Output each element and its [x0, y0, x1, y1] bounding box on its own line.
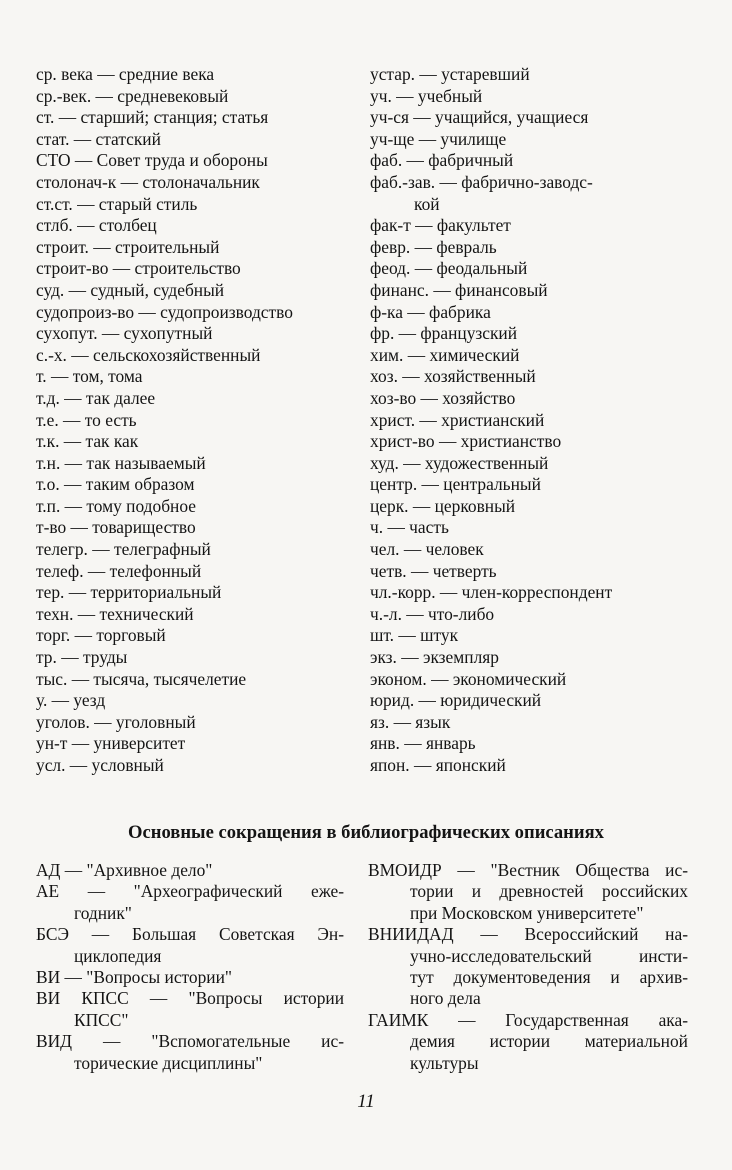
bibliography-line: БСЭ — Большая Советская Эн- [36, 924, 344, 945]
abbreviation-entry: тыс. — тысяча, тысячелетие [36, 668, 247, 689]
bibliography-line: циклопедия [74, 945, 162, 966]
abbreviation-entry: уч-ще — училище [370, 128, 507, 149]
abbreviation-entry: СТО — Совет труда и обороны [36, 150, 268, 171]
abbreviation-entry: усл. — условный [36, 755, 164, 775]
bibliography-line: ВИ КПСС — "Вопросы истории [36, 988, 344, 1009]
abbreviation-entry: уголов. — уголовный [36, 711, 196, 732]
abbreviation-entry: чел. — человек [370, 539, 484, 560]
abbreviation-entry: т.к. — так как [36, 431, 139, 452]
abbreviation-entry: ср. века — средние века [36, 64, 215, 84]
abbreviation-entry: уч-ся — учащийся, учащиеся [370, 107, 589, 128]
abbreviation-entry: строит-во — строительство [36, 258, 241, 279]
abbreviation-entry: тр. — труды [36, 647, 128, 668]
bibliography-line: демия истории материальной [410, 1031, 688, 1052]
abbreviation-entry: сухопут. — сухопутный [36, 323, 213, 344]
abbreviation-entry: ср.-век. — средневековый [36, 85, 229, 106]
abbreviation-entry: строит. — строительный [36, 236, 220, 257]
abbreviation-entry: т.о. — таким образом [36, 474, 195, 495]
abbreviation-entry: стат. — статский [36, 128, 161, 149]
abbreviation-entry: техн. — технический [36, 603, 194, 624]
abbreviation-entry: у. — уезд [36, 690, 106, 711]
bibliography-line: АЕ — "Археографический еже- [36, 881, 344, 902]
abbreviation-entry: судопроиз-во — судопроизводство [36, 301, 293, 322]
abbreviation-entry: устар. — устаревший [370, 64, 530, 84]
abbreviation-entry: хоз-во — хозяйство [370, 387, 516, 408]
bibliography-line: ВИД — "Вспомогательные ис- [36, 1031, 344, 1052]
abbreviation-list-right [370, 64, 690, 777]
bibliography-line: АД — "Архивное дело" [36, 860, 213, 880]
abbreviation-entry: ф-ка — фабрика [370, 301, 491, 322]
abbreviation-entry: т. — том, тома [36, 366, 143, 387]
bibliography-line: тории и древностей российских [410, 881, 688, 902]
bibliography-entry [36, 1031, 344, 1074]
abbreviation-entry: т-во — товарищество [36, 517, 196, 538]
bibliography-line: ного дела [410, 988, 481, 1009]
abbreviation-entry: центр. — центральный [370, 474, 541, 495]
abbreviation-entry: т.д. — так далее [36, 387, 156, 408]
bibliography-entry [36, 988, 344, 1031]
bibliography-line: ВИ — "Вопросы истории" [36, 967, 233, 988]
abbreviation-entry: ст.ст. — старый стиль [36, 193, 198, 214]
abbreviation-entry: христ-во — христианство [370, 431, 562, 452]
abbreviation-entry: хоз. — хозяйственный [370, 366, 536, 387]
abbreviation-entry: четв. — четверть [370, 560, 497, 581]
bibliography-entry [368, 860, 688, 924]
abbreviation-entry: стлб. — столбец [36, 215, 157, 236]
abbreviation-entry: янв. — январь [370, 733, 476, 754]
page-number: 11 [357, 1091, 375, 1112]
bibliography-list-left [36, 860, 344, 1074]
abbreviation-entry: столонач-к — столоначальник [36, 171, 260, 192]
bibliography-entry [36, 924, 344, 967]
bibliography-line: ГАИМК — Государственная ака- [368, 1009, 688, 1030]
abbreviation-entry: т.н. — так называемый [36, 452, 206, 473]
bibliography-line: при Московском университете" [410, 902, 644, 923]
bibliography-line: годник" [74, 902, 132, 923]
abbreviation-entry: ч. — часть [370, 517, 449, 538]
abbreviation-entry: япон. — японский [370, 755, 506, 775]
bibliography-line: торические дисциплины" [74, 1052, 263, 1073]
bibliography-entry [36, 881, 344, 924]
bibliography-line: учно-исследовательский инсти- [410, 945, 688, 966]
abbreviation-entry: фак-т — факультет [370, 215, 511, 236]
abbreviation-entry: чл.-корр. — член-корреспондент [370, 582, 613, 603]
abbreviation-entry: худ. — художественный [370, 452, 549, 473]
section-heading: Основные сокращения в библиографических описаниях [128, 822, 604, 843]
abbreviation-entry: христ. — христианский [370, 409, 545, 430]
abbreviation-entry: суд. — судный, судебный [36, 279, 225, 300]
abbreviation-entry: телеф. — телефонный [36, 560, 202, 581]
abbreviation-entry: фр. — французский [370, 323, 518, 344]
abbreviation-entry: торг. — торговый [36, 625, 166, 646]
bibliography-entry [36, 860, 344, 881]
abbreviation-entry: юрид. — юридический [370, 690, 542, 711]
abbreviation-list-left [36, 64, 358, 777]
abbreviation-entry: эконом. — экономический [370, 668, 567, 689]
abbreviation-entry: февр. — февраль [370, 236, 497, 257]
abbreviation-entry: церк. — церковный [370, 495, 516, 516]
bibliography-entry [368, 1010, 688, 1074]
abbreviation-entry: экз. — экземпляр [370, 647, 499, 668]
bibliography-line: культуры [410, 1052, 479, 1073]
bibliography-entry [36, 967, 344, 988]
abbreviation-entry: шт. — штук [370, 625, 459, 646]
bibliography-list-right [368, 860, 688, 1074]
bibliography-line: ВМОИДР — "Вестник Общества ис- [368, 860, 688, 880]
abbreviation-entry: фаб.-зав. — фабрично-заводс- [370, 171, 593, 192]
abbreviation-entry: т.е. — то есть [36, 409, 137, 430]
abbreviation-entry: телегр. — телеграфный [36, 539, 211, 560]
abbreviation-entry: уч. — учебный [370, 85, 483, 106]
abbreviation-entry: яз. — язык [370, 711, 451, 732]
abbreviation-entry: ун-т — университет [36, 733, 186, 754]
abbreviation-entry: кой [414, 193, 440, 214]
abbreviation-entry: феод. — феодальный [370, 258, 528, 279]
abbreviation-entry: с.-х. — сельскохозяйственный [36, 344, 261, 365]
abbreviation-entry: хим. — химический [370, 344, 520, 365]
abbreviation-entry: ст. — старший; станция; статья [36, 107, 269, 128]
abbreviation-entry: финанс. — финансовый [370, 279, 548, 300]
bibliography-line: ВНИИДАД — Всероссийский на- [368, 924, 688, 945]
abbreviation-entry: фаб. — фабричный [370, 150, 514, 171]
abbreviation-entry: т.п. — тому подобное [36, 495, 196, 516]
bibliography-line: КПСС" [74, 1009, 129, 1030]
bibliography-entry [368, 924, 688, 1010]
bibliography-line: тут документоведения и архив- [410, 967, 688, 988]
abbreviation-entry: тер. — территориальный [36, 582, 222, 603]
abbreviation-entry: ч.-л. — что-либо [370, 603, 495, 624]
